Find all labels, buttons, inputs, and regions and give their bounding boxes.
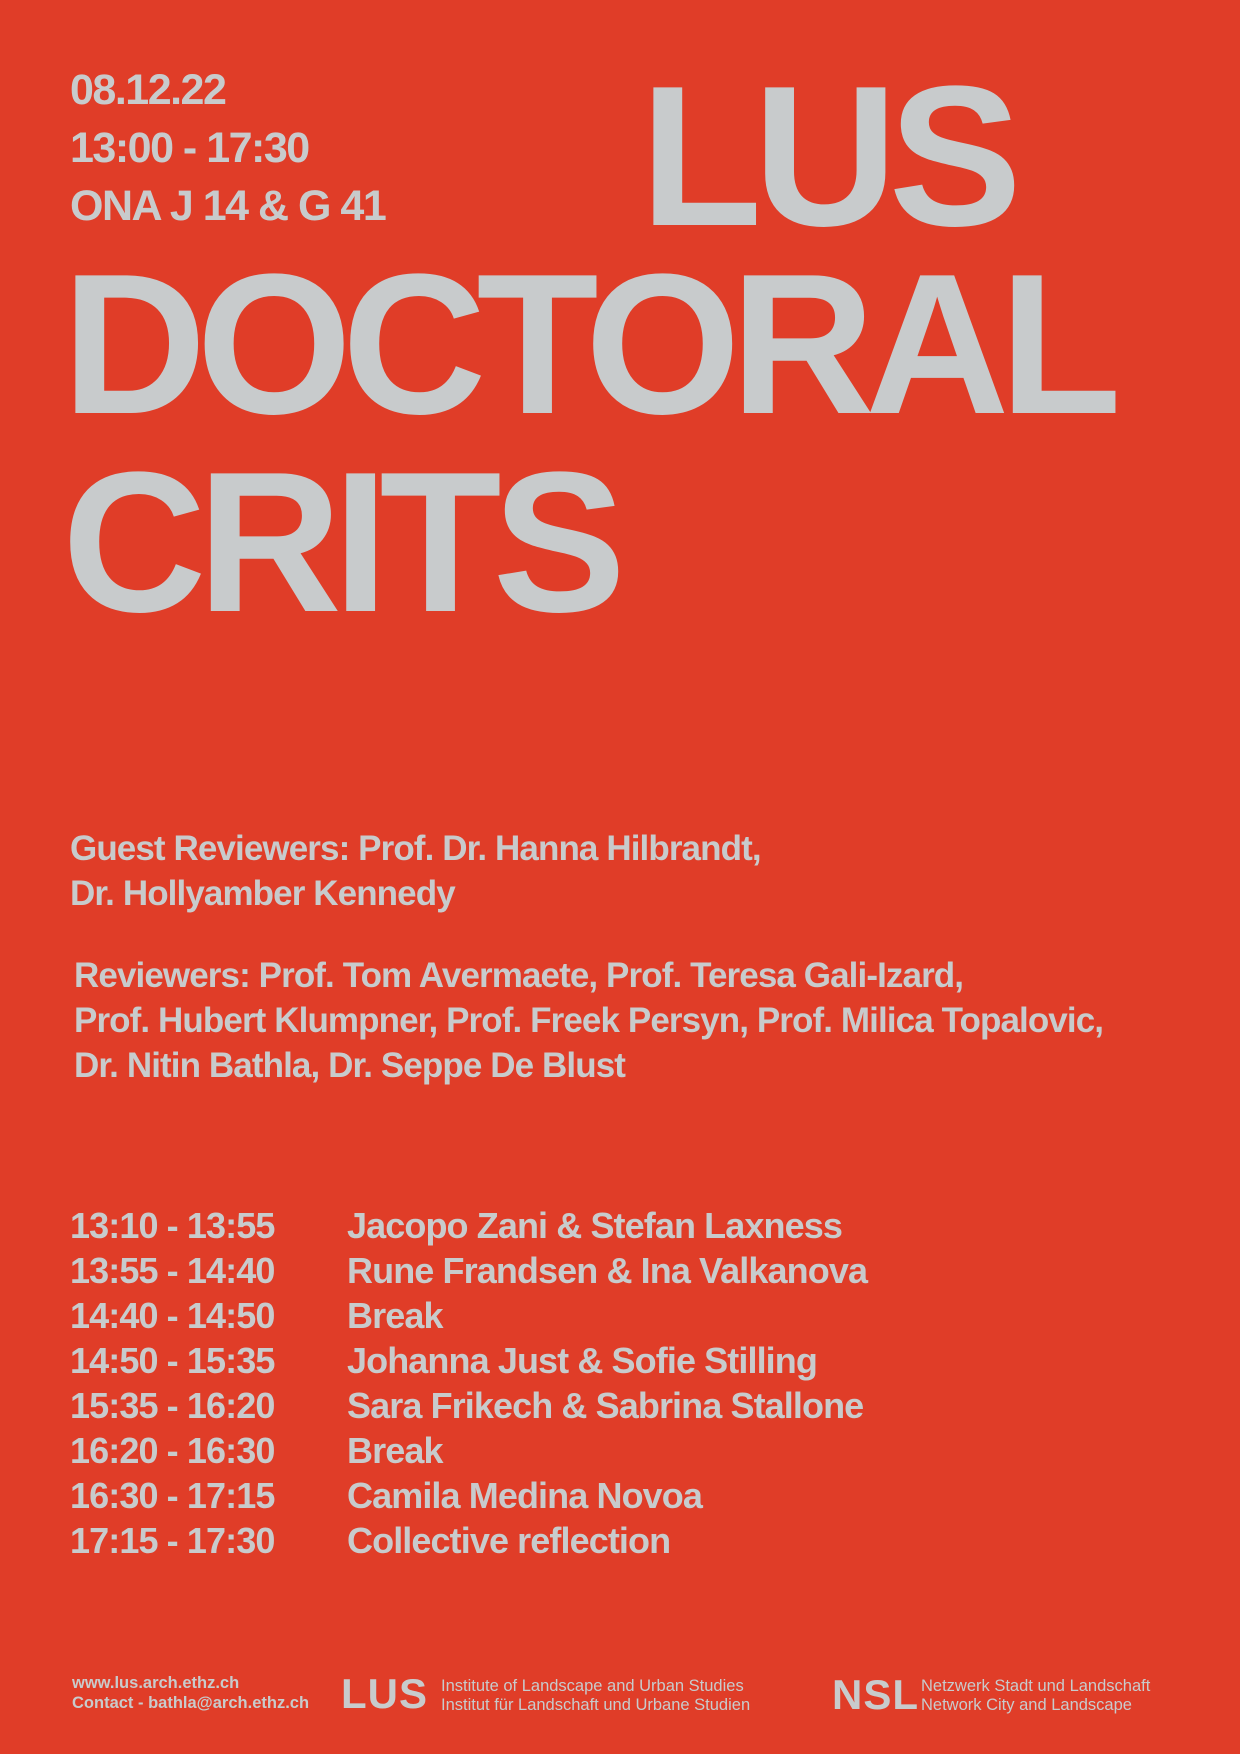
event-time: 13:00 - 17:30 bbox=[70, 124, 309, 172]
title-line-lus: LUS bbox=[640, 45, 1013, 268]
guest-reviewers-line-2: Dr. Hollyamber Kennedy bbox=[70, 874, 455, 913]
schedule-time: 16:20 - 16:30 bbox=[70, 1430, 275, 1471]
website-link[interactable]: www.lus.arch.ethz.ch bbox=[72, 1674, 240, 1692]
reviewers-line-3: Dr. Nitin Bathla, Dr. Seppe De Blust bbox=[74, 1046, 626, 1085]
event-location: ONA J 14 & G 41 bbox=[70, 182, 386, 230]
event-date: 08.12.22 bbox=[70, 66, 226, 114]
schedule-name: Rune Frandsen & Ina Valkanova bbox=[347, 1250, 868, 1291]
contact-email[interactable]: Contact - bathla@arch.ethz.ch bbox=[72, 1694, 310, 1712]
schedule-time: 14:40 - 14:50 bbox=[70, 1295, 275, 1336]
nsl-logo: NSL bbox=[832, 1671, 919, 1718]
lus-name-de: Institut für Landschaft und Urbane Studien bbox=[441, 1696, 751, 1714]
title-line-crits: CRITS bbox=[62, 431, 617, 654]
schedule-time: 16:30 - 17:15 bbox=[70, 1475, 275, 1516]
schedule-time: 14:50 - 15:35 bbox=[70, 1340, 275, 1381]
lus-name-en: Institute of Landscape and Urban Studies bbox=[441, 1677, 744, 1695]
schedule-time: 15:35 - 16:20 bbox=[70, 1385, 275, 1426]
nsl-name-en: Network City and Landscape bbox=[921, 1696, 1132, 1714]
schedule-time: 13:10 - 13:55 bbox=[70, 1205, 275, 1246]
schedule-time: 13:55 - 14:40 bbox=[70, 1250, 275, 1291]
schedule-name: Camila Medina Novoa bbox=[347, 1475, 702, 1516]
reviewers-line-2: Prof. Hubert Klumpner, Prof. Freek Persyn, Prof. Milica Topalovic, bbox=[74, 1001, 1104, 1040]
schedule-name: Collective reflection bbox=[347, 1520, 671, 1561]
schedule-name: Break bbox=[347, 1430, 443, 1471]
schedule-time: 17:15 - 17:30 bbox=[70, 1520, 275, 1561]
nsl-name-de: Netzwerk Stadt und Landschaft bbox=[921, 1677, 1151, 1695]
title-line-doctoral: DOCTORAL bbox=[62, 233, 1112, 456]
reviewers-line-1: Reviewers: Prof. Tom Avermaete, Prof. Teresa Gali-Izard, bbox=[74, 956, 964, 995]
lus-logo: LUS bbox=[341, 1670, 428, 1717]
schedule-name: Break bbox=[347, 1295, 443, 1336]
guest-reviewers-line-1: Guest Reviewers: Prof. Dr. Hanna Hilbrandt, bbox=[70, 829, 761, 868]
schedule-name: Sara Frikech & Sabrina Stallone bbox=[347, 1385, 864, 1426]
schedule-name: Jacopo Zani & Stefan Laxness bbox=[347, 1205, 842, 1246]
schedule-name: Johanna Just & Sofie Stilling bbox=[347, 1340, 817, 1381]
